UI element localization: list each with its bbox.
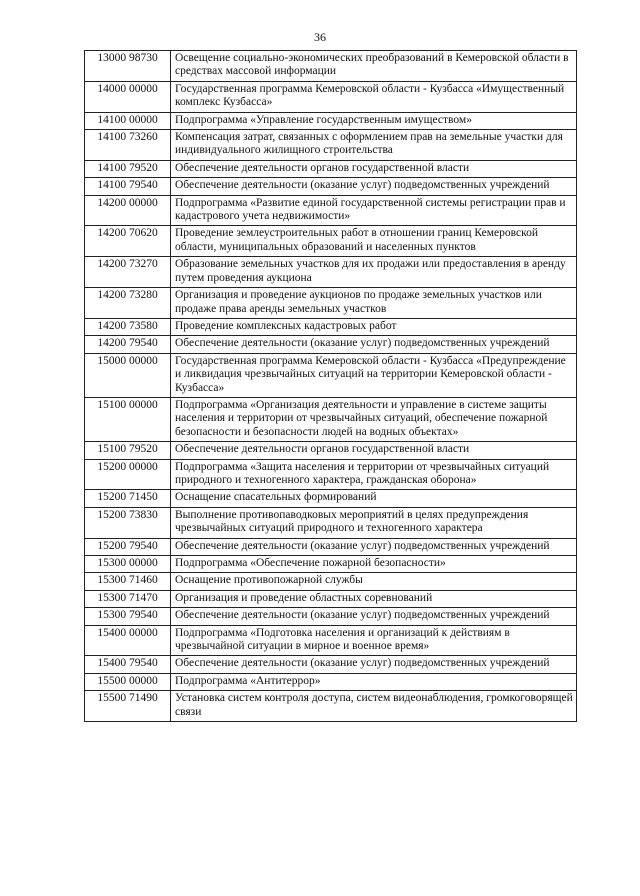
- table-row: [85, 112, 577, 129]
- row-code: 15200 00000: [85, 459, 171, 490]
- table-row: [85, 656, 577, 673]
- table-row: [85, 178, 577, 195]
- row-code: 15300 71460: [85, 573, 171, 590]
- table-row: [85, 318, 577, 335]
- row-code: 14100 00000: [85, 112, 171, 129]
- row-name: Оснащение спасательных формирований: [171, 490, 577, 507]
- row-code: 14200 73580: [85, 318, 171, 335]
- table-row: [85, 130, 577, 161]
- budget-code-table: [84, 50, 577, 722]
- row-name: Оснащение противопожарной службы: [171, 573, 577, 590]
- page-number: 36: [314, 30, 326, 44]
- table-row: [85, 397, 577, 441]
- row-name: Организация и проведение аукционов по продаже земельных участков или продаже права аренды земельных участков: [171, 288, 577, 319]
- table-row: [85, 673, 577, 690]
- row-name: Обеспечение деятельности органов государственной власти: [171, 442, 577, 459]
- row-code: 14100 79540: [85, 178, 171, 195]
- row-name: Подпрограмма «Обеспечение пожарной безопасности»: [171, 556, 577, 573]
- row-name: Подпрограмма «Управление государственным имуществом»: [171, 112, 577, 129]
- row-code: 15300 71470: [85, 590, 171, 607]
- table-row: [85, 691, 577, 722]
- table-row: [85, 556, 577, 573]
- table-row: [85, 490, 577, 507]
- row-name: Подпрограмма «Организация деятельности и управление в системе защиты населения и территории от чрезвычайных ситуаций, обеспечение пожарной безопасности и безопасности людей на водных объектах»: [171, 397, 577, 441]
- table-row: [85, 288, 577, 319]
- row-code: 15400 79540: [85, 656, 171, 673]
- row-name: Выполнение противопаводковых мероприятий в целях предупреждения чрезвычайных ситуаций природного и техногенного характера: [171, 507, 577, 538]
- table-row: [85, 507, 577, 538]
- row-code: 15300 79540: [85, 608, 171, 625]
- row-name: Государственная программа Кемеровской области - Кузбасса «Имущественный комплекс Кузбасса»: [171, 81, 577, 112]
- row-name: Подпрограмма «Развитие единой государственной системы регистрации прав и кадастрового учета недвижимости»: [171, 195, 577, 226]
- row-name: Подпрограмма «Антитеррор»: [171, 673, 577, 690]
- row-code: 14100 79520: [85, 160, 171, 177]
- row-code: 15000 00000: [85, 353, 171, 397]
- table-row: [85, 459, 577, 490]
- row-name: Подпрограмма «Подготовка населения и организаций к действиям в чрезвычайной ситуации в мирное и военное время»: [171, 625, 577, 656]
- row-name: Обеспечение деятельности (оказание услуг) подведомственных учреждений: [171, 538, 577, 555]
- row-code: 15400 00000: [85, 625, 171, 656]
- table-row: [85, 257, 577, 288]
- table-row: [85, 160, 577, 177]
- table-row: [85, 51, 577, 82]
- row-name: Освещение социально-экономических преобразований в Кемеровской области в средствах массовой информации: [171, 51, 577, 82]
- table-row: [85, 608, 577, 625]
- row-code: 15200 71450: [85, 490, 171, 507]
- row-name: Подпрограмма «Защита населения и территории от чрезвычайных ситуаций природного и техногенного характера, гражданская оборона»: [171, 459, 577, 490]
- row-name: Государственная программа Кемеровской области - Кузбасса «Предупреждение и ликвидация чрезвычайных ситуаций на территории Кемеровской области - Кузбасса»: [171, 353, 577, 397]
- row-code: 15300 00000: [85, 556, 171, 573]
- row-code: 14200 73270: [85, 257, 171, 288]
- row-code: 15200 73830: [85, 507, 171, 538]
- row-code: 15500 71490: [85, 691, 171, 722]
- row-name: Обеспечение деятельности (оказание услуг) подведомственных учреждений: [171, 178, 577, 195]
- row-name: Организация и проведение областных соревнований: [171, 590, 577, 607]
- table-row: [85, 442, 577, 459]
- row-code: 15100 79520: [85, 442, 171, 459]
- table-row: [85, 195, 577, 226]
- table-row: [85, 336, 577, 353]
- table-row: [85, 573, 577, 590]
- row-name: Установка систем контроля доступа, систем видеонаблюдения, громкоговорящей связи: [171, 691, 577, 722]
- row-code: 14200 79540: [85, 336, 171, 353]
- row-code: 14200 70620: [85, 226, 171, 257]
- row-code: 14000 00000: [85, 81, 171, 112]
- row-code: 14200 73280: [85, 288, 171, 319]
- table-row: [85, 590, 577, 607]
- table-row: [85, 625, 577, 656]
- row-name: Обеспечение деятельности (оказание услуг) подведомственных учреждений: [171, 608, 577, 625]
- table-row: [85, 353, 577, 397]
- row-code: 15200 79540: [85, 538, 171, 555]
- row-code: 14200 00000: [85, 195, 171, 226]
- row-code: 15500 00000: [85, 673, 171, 690]
- table-row: [85, 81, 577, 112]
- row-code: 14100 73260: [85, 130, 171, 161]
- row-code: 15100 00000: [85, 397, 171, 441]
- row-name: Проведение землеустроительных работ в отношении границ Кемеровской области, муниципальных образований и населенных пунктов: [171, 226, 577, 257]
- row-name: Проведение комплексных кадастровых работ: [171, 318, 577, 335]
- table-row: [85, 226, 577, 257]
- row-name: Образование земельных участков для их продажи или предоставления в аренду путем проведения аукциона: [171, 257, 577, 288]
- row-name: Обеспечение деятельности (оказание услуг) подведомственных учреждений: [171, 336, 577, 353]
- row-name: Компенсация затрат, связанных с оформлением прав на земельные участки для индивидуального жилищного строительства: [171, 130, 577, 161]
- row-code: 13000 98730: [85, 51, 171, 82]
- table-row: [85, 538, 577, 555]
- row-name: Обеспечение деятельности (оказание услуг) подведомственных учреждений: [171, 656, 577, 673]
- row-name: Обеспечение деятельности органов государственной власти: [171, 160, 577, 177]
